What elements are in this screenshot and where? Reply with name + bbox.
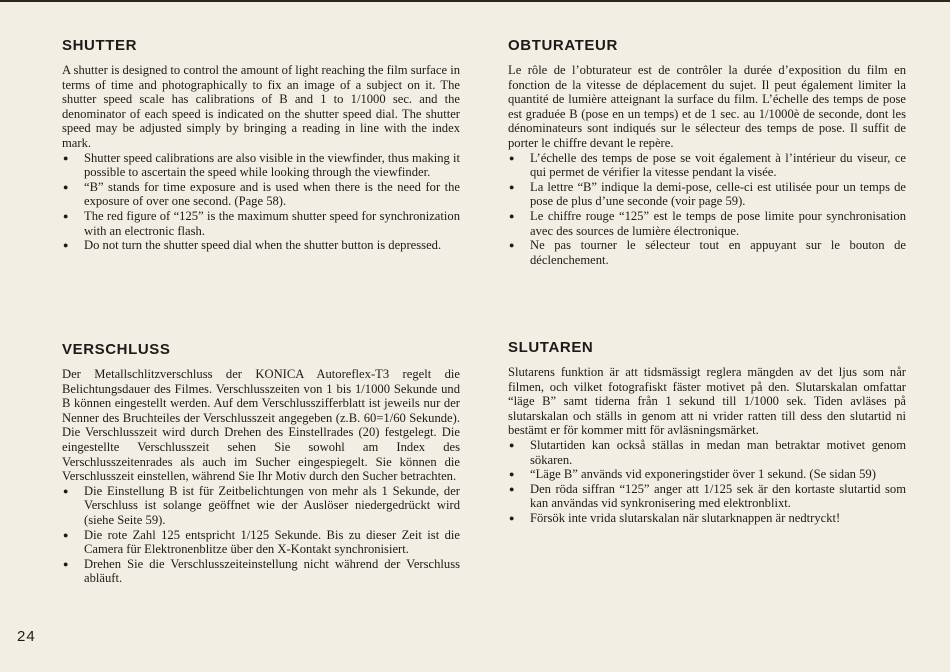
bullet-item: ● Försök inte vrida slutarskalan när slutarknappen är nedtryckt! [508, 511, 906, 526]
bullet-list-french [508, 151, 906, 268]
page-number: 24 [17, 628, 36, 645]
bullet-item: ● La lettre “B” indique la demi-pose, celle-ci est utilisée pour un temps de pose de plus d’une seconde (voir page 59). [508, 180, 906, 209]
bullet-item: ● “B” stands for time exposure and is used when there is the need for the exposure of over one second. (Page 58). [62, 180, 460, 209]
intro-paragraph-french: Le rôle de l’obturateur est de contrôler la durée d’exposition du film en fonction de la vitesse de déplacement du sujet. Il peut également limiter la quantité de lumière atteignant la surface du film. L’échelle des temps de pose est graduée B (pose en un temps) et de 1 sec. au 1/1000è de seconde, dont les dénominateurs sont indiqués sur le sélecteur des temps de pose. Il suffit de porter le chiffre devant le repère. [508, 63, 906, 150]
bullet-item: ● Shutter speed calibrations are also visible in the viewfinder, thus making it possible to ascertain the speed while looking through the viewfinder. [62, 151, 460, 180]
bullet-item: ● L’échelle des temps de pose se voit également à l’intérieur du viseur, ce qui permet de vérifier la vitesse pendant la visée. [508, 151, 906, 180]
section-english [62, 37, 460, 253]
bullet-item: ● Die rote Zahl 125 entspricht 1/125 Sekunde. Bis zu dieser Zeit ist die Camera für Elektronenblitze über den X-Kontakt synchronisiert. [62, 528, 460, 557]
top-rule [0, 0, 950, 2]
bullet-item: ● “Läge B” används vid exponeringstider över 1 sekund. (Se sidan 59) [508, 467, 906, 482]
section-swedish [508, 339, 906, 526]
intro-paragraph-german: Der Metallschlitzverschluss der KONICA Autoreflex-T3 regelt die Belichtungsdauer des Filmes. Verschlusszeiten von 1 bis 1/1000 Sekunde und B können eingestellt werden. Auf dem Verschlusszifferblatt ist jeweils nur der Nenner des Bruchteiles der Verschlusszeit angegeben (z.B. 60=1/60 Sekunde). Die Verschlusszeit wird durch Drehen des Einstellrades (20) festgelegt. Die eingestellte Verschlusszeit sehen Sie sowohl am Index des Verschlusszeitenrades als auch im Sucher eingespiegelt. Sie können die Verschlusszeit einstellen, während Sie Ihr Motiv durch den Sucher betrachten. [62, 367, 460, 484]
section-german [62, 341, 460, 586]
bullet-item: ● Le chiffre rouge “125” est le temps de pose limite pour synchronisation avec des sources de lumière électronique. [508, 209, 906, 238]
section-heading-german: VERSCHLUSS [62, 341, 171, 358]
bullet-list-english [62, 151, 460, 253]
intro-paragraph-swedish: Slutarens funktion är att tidsmässigt reglera mängden av det ljus som når filmen, och vilket fotografiskt fäster motivet på den. Slutarskalan omfattar “läge B” samt tiderna från 1 sekund till 1/1000 sek. Tiden avläses på slutarskalan och ställs in genom att ni vrider ratten till dess den slutartid ni bestämt er för kommer mitt för avläsningsmärket. [508, 365, 906, 438]
bullet-item: ● Die Einstellung B ist für Zeitbelichtungen von mehr als 1 Sekunde, der Verschluss ist solange geöffnet wie der Auslöser niedergedrückt wird (siehe Seite 59). [62, 484, 460, 528]
section-heading-swedish: SLUTAREN [508, 339, 594, 356]
bullet-list-german [62, 484, 460, 586]
bullet-item: ● The red figure of “125” is the maximum shutter speed for synchronization with an electronic flash. [62, 209, 460, 238]
bullet-list-swedish [508, 438, 906, 526]
section-french [508, 37, 906, 267]
section-heading-english: SHUTTER [62, 37, 138, 54]
section-heading-french: OBTURATEUR [508, 37, 618, 54]
bullet-item: ● Do not turn the shutter speed dial when the shutter button is depressed. [62, 238, 460, 253]
bullet-item: ● Slutartiden kan också ställas in medan man betraktar motivet genom sökaren. [508, 438, 906, 467]
bullet-item: ● Ne pas tourner le sélecteur tout en appuyant sur le bouton de déclenchement. [508, 238, 906, 267]
intro-paragraph-english: A shutter is designed to control the amount of light reaching the film surface in terms of time and photographically to fix an image of a subject on it. The shutter speed scale has calibrations of B and 1 to 1/1000 sec. and the denominator of each speed is indicated on the shutter speed dial. The shutter speed may be adjusted simply by bringing a reading in line with the index mark. [62, 63, 461, 150]
bullet-item: ● Den röda siffran “125” anger att 1/125 sek är den kortaste slutartid som kan användas vid synkronisering med elektronblixt. [508, 482, 906, 511]
bullet-item: ● Drehen Sie die Verschlusszeiteinstellung nicht während der Verschluss abläuft. [62, 557, 460, 586]
